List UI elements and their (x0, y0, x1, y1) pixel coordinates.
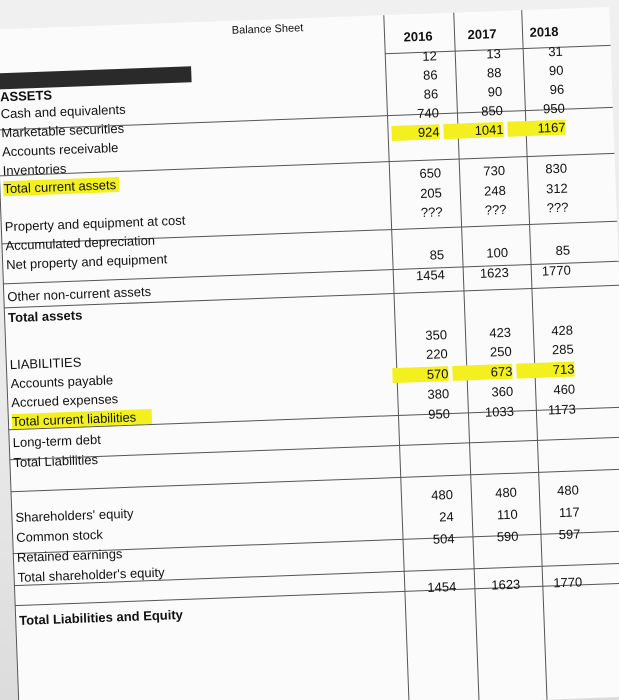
cell-value: 380 (427, 386, 450, 402)
cell-value: 1173 (547, 401, 577, 418)
cell-value: 740 (416, 105, 440, 122)
cell-value: 220 (425, 346, 449, 362)
row-label: Total shareholder's equity (17, 564, 165, 585)
row-label: Total Liabilities (13, 451, 99, 471)
row-label: Accumulated depreciation (5, 232, 156, 254)
cell-value: 205 (419, 185, 443, 201)
cell-value: 730 (483, 162, 506, 179)
cell-value: 480 (556, 482, 580, 499)
row-label: Net property and equipment (5, 251, 168, 273)
cell-value: 110 (496, 506, 518, 523)
cell-value: 480 (430, 487, 454, 503)
cell-value: 312 (545, 180, 569, 197)
cell-value: 1454 (427, 578, 457, 595)
cell-value: 1623 (491, 576, 521, 593)
cell-value: 100 (486, 244, 509, 261)
cell-value: 650 (419, 165, 442, 182)
row-label: Total Liabilities and Equity (18, 606, 184, 628)
row-label: Accounts payable (10, 372, 114, 392)
cell-value: 96 (549, 81, 565, 98)
cell-value: 90 (487, 83, 503, 100)
cell-value: 90 (548, 62, 564, 79)
grid-line (15, 583, 619, 607)
cell-value: 460 (553, 381, 576, 398)
cell-value: 924 (391, 124, 440, 141)
cell-value: 950 (542, 100, 566, 117)
cell-value: 1770 (553, 574, 583, 591)
cell-value: 13 (486, 45, 502, 62)
liabilities-heading: LIABILITIES (9, 354, 82, 373)
row-label: Retained earnings (16, 546, 123, 566)
row-label: Accounts receivable (1, 140, 119, 160)
equity-heading: Shareholders' equity (15, 505, 134, 526)
year-header: 2017 (467, 26, 497, 43)
cell-value: 360 (491, 383, 514, 400)
cell-value: 285 (551, 341, 574, 358)
cell-value: 850 (480, 102, 504, 119)
cell-value: 85 (555, 242, 571, 259)
assets-heading: ASSETS (0, 87, 53, 105)
row-label: Inventories (2, 160, 67, 179)
cell-value: 117 (558, 504, 580, 521)
cell-value: 950 (427, 406, 451, 422)
cell-value: 1041 (443, 122, 504, 139)
row-label: Accrued expenses (10, 391, 119, 411)
row-label: Total assets (7, 307, 83, 326)
cell-value: ??? (420, 204, 443, 220)
row-label: Total current assets (3, 177, 119, 196)
row-label: Property and equipment at cost (4, 212, 186, 235)
cell-value: 1167 (507, 120, 566, 137)
row-label: Total current liabilities (12, 409, 152, 429)
cell-value: 1033 (484, 403, 515, 420)
row-label: Other non-current assets (7, 283, 152, 305)
cell-value: 590 (496, 528, 519, 545)
grid-line (10, 469, 619, 493)
cell-value: 1454 (415, 267, 446, 284)
row-label: Marketable securities (1, 120, 125, 141)
year-header: 2018 (529, 23, 559, 40)
cell-value: 12 (422, 48, 438, 64)
cell-value: 85 (429, 247, 445, 263)
balance-sheet-page (0, 7, 619, 700)
sheet-title: Balance Sheet (231, 22, 304, 37)
cell-value: 88 (486, 64, 502, 81)
cell-value: 428 (551, 322, 574, 339)
cell-value: 24 (438, 508, 454, 525)
cell-value: 86 (422, 67, 438, 83)
cell-value: 504 (432, 530, 455, 547)
cell-value: 423 (489, 324, 512, 341)
cell-value: 350 (425, 327, 448, 343)
cell-value: 597 (558, 526, 581, 543)
year-header: 2016 (403, 28, 433, 45)
cell-value: 830 (545, 160, 568, 177)
row-label: Long-term debt (12, 431, 102, 451)
cell-value: 250 (489, 343, 512, 360)
assets-header-band (0, 66, 192, 89)
cell-value: 480 (494, 484, 518, 501)
cell-value: 570 (392, 366, 449, 383)
cell-value: 86 (423, 86, 439, 102)
row-label: Common stock (15, 526, 104, 546)
cell-value: 1770 (541, 262, 572, 279)
cell-value: 673 (452, 364, 513, 381)
cell-value: ??? (546, 199, 569, 216)
cell-value: 248 (483, 182, 507, 199)
cell-value: ??? (484, 201, 507, 218)
cell-value: 713 (516, 361, 575, 378)
cell-value: 31 (548, 43, 564, 60)
cell-value: 1623 (479, 264, 510, 281)
row-label: Cash and equivalents (0, 101, 126, 122)
